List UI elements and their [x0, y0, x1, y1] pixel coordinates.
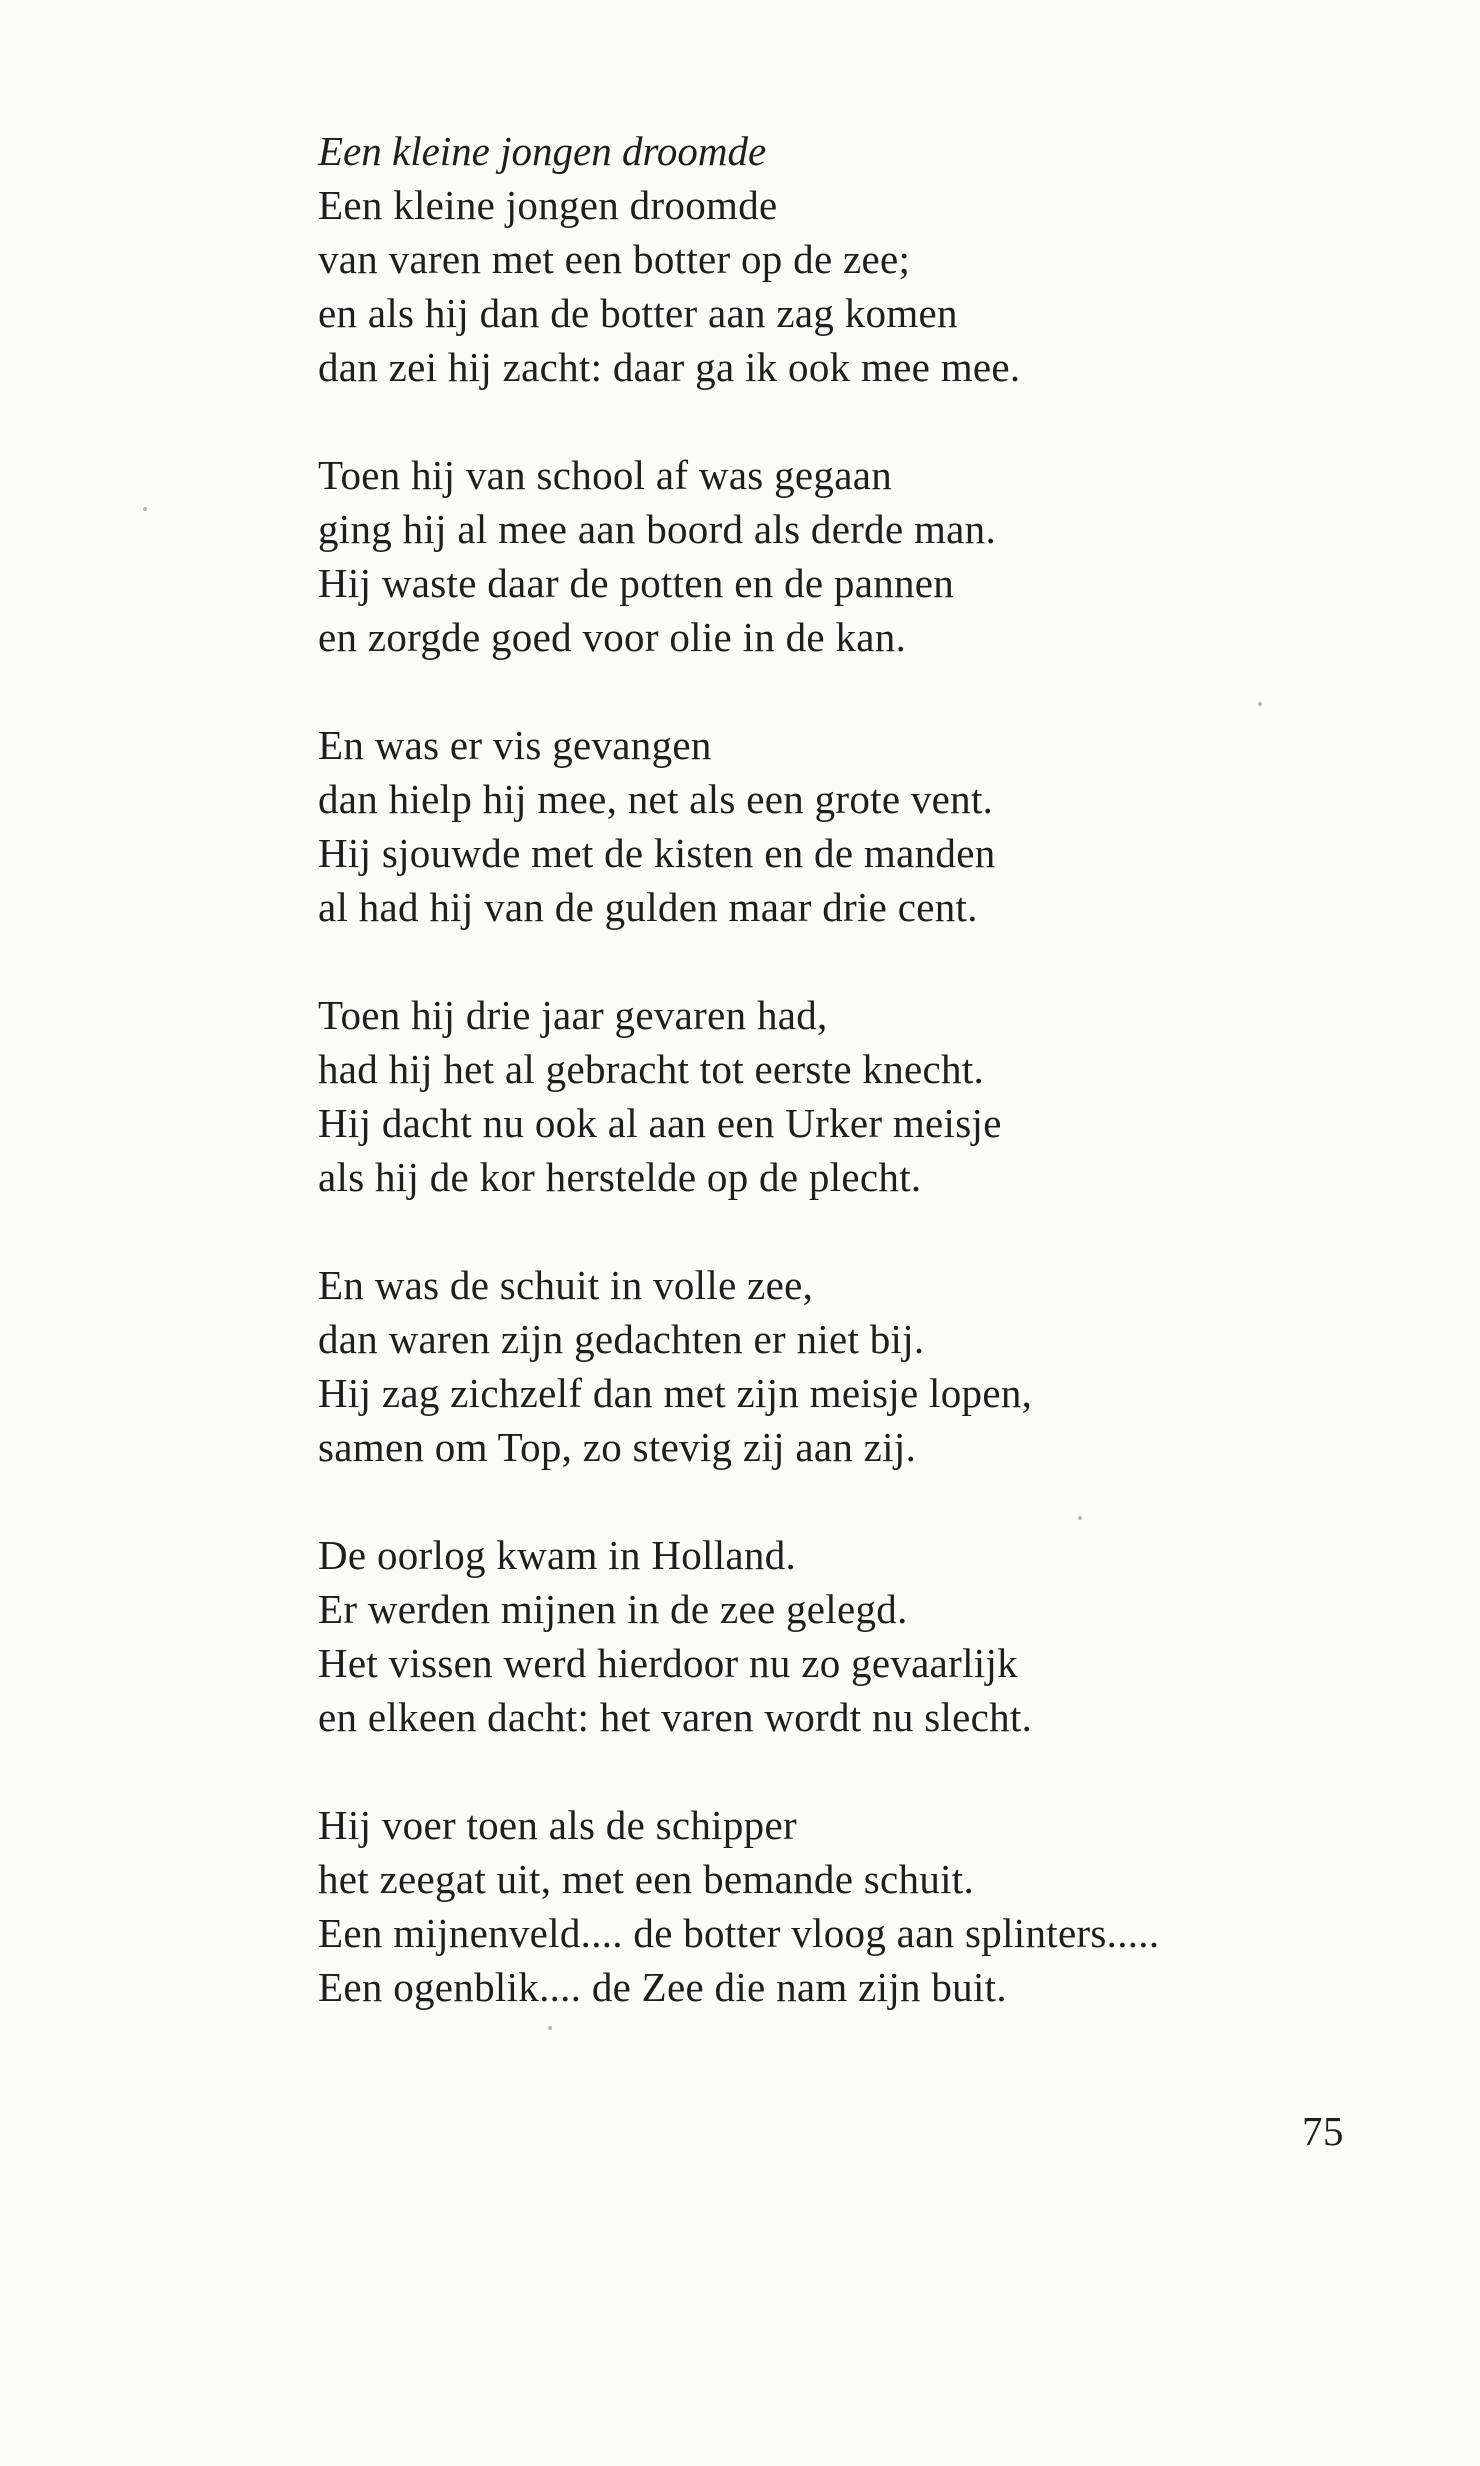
poem-line: het zeegat uit, met een bemande schuit.	[318, 1856, 975, 1902]
poem-line: Hij voer toen als de schipper	[318, 1802, 797, 1848]
poem-line: en elkeen dacht: het varen wordt nu slecht.	[318, 1694, 1033, 1740]
paper-speck	[548, 2026, 552, 2030]
poem-line: als hij de kor herstelde op de plecht.	[318, 1154, 922, 1200]
page-number: 75	[1302, 2108, 1344, 2154]
poem-line: En was er vis gevangen	[318, 722, 712, 768]
paper-speck	[143, 507, 147, 511]
poem-line: Er werden mijnen in de zee gelegd.	[318, 1586, 908, 1632]
poem-line: en zorgde goed voor olie in de kan.	[318, 614, 907, 660]
poem-line: dan hielp hij mee, net als een grote vent.	[318, 776, 994, 822]
poem-line: Een mijnenveld.... de botter vloog aan splinters.....	[318, 1910, 1160, 1956]
stanza-2	[318, 448, 1398, 664]
poem-line: Toen hij drie jaar gevaren had,	[318, 992, 828, 1038]
poem-line: dan zei hij zacht: daar ga ik ook mee mee.	[318, 344, 1021, 390]
stanza-4	[318, 988, 1398, 1204]
stanza-5	[318, 1258, 1398, 1474]
poem-line: Een ogenblik.... de Zee die nam zijn buit.	[318, 1964, 1007, 2010]
stanza-7	[318, 1798, 1398, 2014]
poem-line: En was de schuit in volle zee,	[318, 1262, 814, 1308]
paper-speck	[1078, 1516, 1082, 1520]
poem-line: samen om Top, zo stevig zij aan zij.	[318, 1424, 917, 1470]
stanza-3	[318, 718, 1398, 934]
poem-line: Hij waste daar de potten en de pannen	[318, 560, 955, 606]
poem-line: van varen met een botter op de zee;	[318, 236, 911, 282]
poem-line: Hij zag zichzelf dan met zijn meisje lopen,	[318, 1370, 1033, 1416]
paper-speck	[1258, 702, 1262, 706]
poem	[318, 124, 1398, 2068]
poem-line: had hij het al gebracht tot eerste knecht.	[318, 1046, 985, 1092]
poem-title: Een kleine jongen droomde	[318, 128, 767, 174]
poem-line: en als hij dan de botter aan zag komen	[318, 290, 958, 336]
poem-line: Een kleine jongen droomde	[318, 182, 778, 228]
stanza-6	[318, 1528, 1398, 1744]
poem-line: dan waren zijn gedachten er niet bij.	[318, 1316, 925, 1362]
poem-line: Toen hij van school af was gegaan	[318, 452, 893, 498]
poem-line: Hij sjouwde met de kisten en de manden	[318, 830, 996, 876]
stanza-1	[318, 178, 1398, 394]
poem-line: De oorlog kwam in Holland.	[318, 1532, 797, 1578]
poem-line: al had hij van de gulden maar drie cent.	[318, 884, 978, 930]
poem-line: Hij dacht nu ook al aan een Urker meisje	[318, 1100, 1002, 1146]
poem-line: ging hij al mee aan boord als derde man.	[318, 506, 997, 552]
poem-line: Het vissen werd hierdoor nu zo gevaarlijk	[318, 1640, 1018, 1686]
